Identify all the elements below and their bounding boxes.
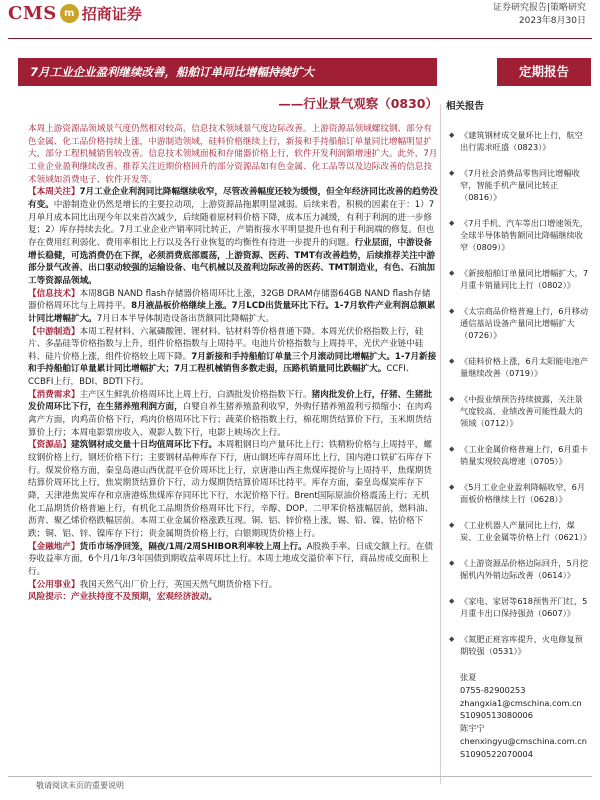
section-tag: 【中游制造】 [28,326,80,337]
section-body: 本周粗钢日均产量环比上行；铁精粉价格与上周持平，螺纹钢价格上行，钢坯价格下行；主要钢材品种库存下行，唐山钢坯库存周环比上行，国内港口铁矿石库存下行。煤炭价格方面，秦皇岛港山西优混平仓价周环比上行，京唐港山西主焦煤库提价与上周持平，焦煤期货结算价周环比上行，焦炭期货结算价下行，动力煤期货结算价周环比持平。库存方面，秦皇岛煤炭库存下降，天津港焦炭库存和京唐港炼焦煤库存同环比下行，水泥价格下行。Brent国际原油价格震荡上行；无机化工品期货价格普遍上行，有机化工品期货价格周环比下行，辛醇、DOP、二甲苯价格涨幅居前，燃料油、沥青、聚乙烯价格跌幅居前。本周工业金属价格涨跌互现。 [28,440,434,527]
footer-divider [8,776,592,777]
section-lead: 7月工业企业利润同比降幅继续收窄，尽管改善幅度还较为缓慢，但全年经济同比改善的趋势没有变。 [28,187,438,210]
logo-cms-text: CMS [8,3,57,24]
related-report-item[interactable]: ◆ 《7月手机、汽车等出口增速领先，全球半导体销售额同比降幅继续收窄（0809）》 [446,217,594,253]
section-tail: 白婴自养生猪养殖盈利收窄，外购仔猪养殖盈利亏损缩小；在肉鸡禽产方面，肉鸡苗价格下行，鸡肉价格周环比下行；蔬菜价格指数上行，棉花期货结算价下行，玉米期货结算价上行；本周电影票房收入、观影人数下行，电影上映场次上行。 [28,402,432,438]
related-report-item[interactable]: ◆ 《工业机器人产量同比上行，煤炭、工业金属等价格上行（0621）》 [446,519,594,543]
logo-emblem-icon: m [60,4,79,23]
section-utilities [28,579,438,592]
related-report-item[interactable]: ◆ 《建筑钢材成交量环比上行，航空出行需求旺盛（0823）》 [446,129,594,153]
related-reports-title: 相关报告 [446,101,485,112]
related-report-item[interactable]: ◆ 《太宗商品价格普遍上行，6月移动通信基站设备产量同比增幅扩大（0726）》 [446,305,594,341]
report-date: 2023年8月30日 [518,16,586,26]
related-reports-list [446,129,594,657]
section-highlight: 7月新接和手持船舶订单量三个月滚动同比增幅扩大。1-7月新接和手持船舶订单量累计同比增幅扩大；7月工程机械销售多数走弱，压路机销量同比跌幅扩大。 [28,351,437,375]
section-tag: 【信息技术】 [28,288,80,299]
section-tag: 【公用事业】 [28,579,80,590]
header-divider [8,38,592,39]
analyst-license: S1090513080006 [460,710,533,721]
column-divider [440,104,441,784]
section-it [28,288,438,326]
related-report-item[interactable]: ◆ 《7月社会消费品零售同比增幅收窄，智能手机产量同比转正（0816）》 [446,167,594,203]
main-content [28,123,438,604]
section-tail: CCFI、CCBFI上行，BDI、BDTI下行。 [28,364,415,388]
summary-paragraph: 本周上游资源品领域景气度仍然相对较高，信息技术领域景气度边际改善。上游资源品领域螺纹钢、部分有色金属、化工品价格持续上涨，中游制造领域，硅料价格继续上行，新接和手持船舶订单量同比增幅明显扩大，部分工程机械销售较改善。信息技术领域面板和存储器价格上行，软件开发利润额增速扩大。此外，7月工业企业盈利继续改善。推荐关注近期价格回升的部分资源品如有色金属、化工品等以及边际改善的信息技术领域如消费电子、软件开发等。 [28,124,438,185]
section-tail: 7月日本半导体制造设备出货额同比降幅扩大。 [96,313,275,324]
section-consumption [28,389,438,440]
section-highlight: 猪肉批发价上行，仔猪、生猪批发价周环比下行，在生猪养殖利润方面， [28,389,432,413]
footer-note: 敬请阅读末页的重要说明 [36,781,124,790]
report-tag-banner: 定期报告 [497,58,591,86]
section-tag: 【金融地产】 [28,541,80,552]
related-report-item[interactable]: ◆ 《氮肥正班容库提升，火电修复预期较强（0531）》 [446,633,594,657]
related-report-item[interactable]: ◆ 《硅料价格上涨，6月太阳能电池产量继续改善（0719）》 [446,355,594,379]
analyst-phone: 0755-82900253 [460,684,526,695]
related-report-item[interactable]: ◆ 《5月工业企业盈利降幅收窄，6月面板价格继续上行（0628）》 [446,481,594,505]
section-tail: 铜、铝、锌价格上涨，锡、铅、镍、钴价格下跌；铜、铝、锌、镍库存下行；贵金属期货价格上行，白银期现货价格上行。 [28,516,424,539]
section-tag: 【资源品】 [28,440,71,451]
section-body: 本周工程材料、六氟磷酸锂、锂材料、钴材料等价格普通下降。本周光伏价格指数上行，硅片、多晶硅等价格指数与上升，组件价格指数与上周持平。电池片价格指数与上周持平，光伏产业链中硅料、硅片价格上涨，组件价格较上周下降。 [28,326,424,362]
analyst-email[interactable]: chenxingyu@cmschina.com.cn [460,735,587,746]
company-logo [8,3,142,24]
section-tag: 【本周关注】 [28,187,80,198]
analyst-name: 张夏 [460,672,477,682]
related-report-item[interactable]: ◆ 《新接船舶订单量同比增幅扩大，7月重卡销量同比上行（0802）》 [446,267,594,291]
related-report-item[interactable]: ◆ 《工业金属价格普遍上行，6月重卡销量实现较高增速（0705）》 [446,443,594,467]
section-finance [28,541,438,579]
analyst-contacts [446,671,594,761]
report-type: 证券研究报告|策略研究 [492,3,586,13]
section-tag: 【消费需求】 [28,389,80,400]
related-report-item[interactable]: ◆ 《上游资源品价格边际回升，5月挖掘机内外销边际改善（0614）》 [446,557,594,581]
section-body: 主产区生鲜乳价格周环比上周上行，白酒批发价格指数下行。 [79,389,312,400]
related-report-item[interactable]: ◆ 《家电、家居等618预售开门红，5月重卡出口保持强劲（0607）》 [446,595,594,619]
section-highlight: 货币市场净回笼，隔夜/1周/2周SHIBOR利率较上周上行。 [79,541,307,552]
analyst-name: 陈宇宁 [460,723,485,734]
analyst-email[interactable]: zhangxia1@cmschina.com.cn [460,697,582,708]
report-subtitle: ——行业景气观察（0830） [278,96,438,111]
section-body: 本周8GB NAND flash存储器价格周环比上涨，32GB DRAM存储器64GB NAND flash存储器价格周环比与上周持平。 [28,288,431,312]
logo-chinese-text: 招商证券 [81,5,142,23]
header-meta [493,2,586,28]
section-body: 我国天然气出厂价上行，英国天然气期货价格下行。 [79,579,278,590]
section-highlight: 建筑钢材成交量十日均值周环比下行。 [70,440,218,451]
section-resources [28,439,438,540]
section-highlight: 行业层面，中游设备增长稳健，可选消费仍在下探，必须消费底部震荡，上游资源、医药、TMT有改善趋势，后续推荐关注中游部分景气改善、出口驱动较强的运输设备、电气机械以及盈利边际改善的医药、TMT制造业，有色、石油加工等资源品领域。 [28,237,435,286]
report-title-banner: 7月工业企业盈利继续改善，船舶订单同比增幅持续扩大 [18,58,437,86]
risk-warning: 风险提示：产业扶持度不及预期，宏观经济波动。 [28,592,218,603]
sidebar [446,98,594,761]
analyst-license: S1090522070004 [460,748,533,759]
section-highlight: 8月液晶板价格继续上涨。7月LCD出货量环比下行。1-7月软件产业利润总额累计同比增幅扩大。 [28,301,436,324]
section-manufacturing [28,326,438,389]
section-focus [28,186,438,287]
section-body: A股换手率、日成交额上行。在债券收益率方面，6个月/1年/3年国债到期收益率周环比上行。本周土地成交溢价率下行，商品房成交面积上行。 [28,541,433,577]
section-body: 中游制造业仍然是增长的主要拉动项，上游资源品拖累明显减弱。后续来看，积极的因素在于：1）7月单月成本同比出现今年以来首次减少，后续随着原材料价格下降，成本压力减缓，有利于利润的进一步修复；2）库存持续去化。7月工业企业产销率同比转正，产销衔接水平明显提升也有利于利润端的修复。但也存在费用红利弱化、费用率相比上行以及各行业恢复的均衡性有待进一步提升的问题。 [28,199,435,248]
related-report-item[interactable]: ◆ 《中报业绩预告持续披露，关注景气度较高、业绩改善可能性最大的领域（0712）》 [446,393,594,429]
